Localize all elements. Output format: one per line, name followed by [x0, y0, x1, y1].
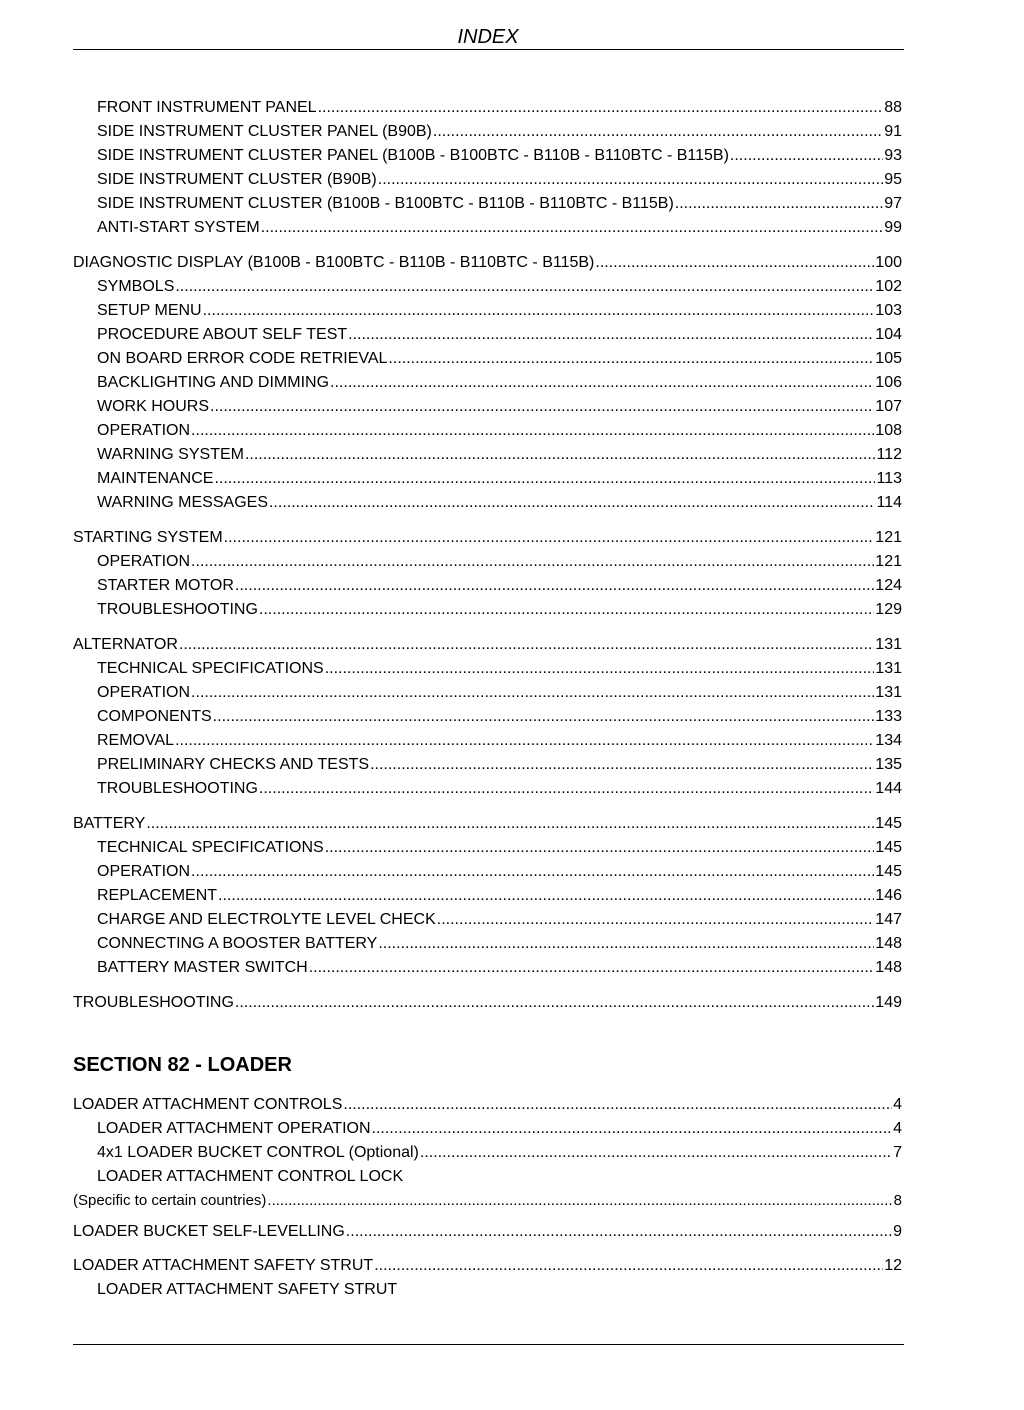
dot-leader [191, 860, 874, 884]
dot-leader [348, 323, 874, 347]
toc-group [73, 633, 902, 801]
dot-leader [146, 812, 874, 836]
dot-leader [730, 144, 883, 168]
toc-entry-label: ANTI-START SYSTEM [97, 219, 260, 236]
toc-entry-label: OPERATION [97, 422, 191, 439]
toc-page-number: 147 [875, 911, 902, 928]
toc-entry[interactable] [73, 753, 902, 777]
section82-group-strut [73, 1254, 902, 1302]
toc-entry[interactable] [73, 192, 902, 216]
toc-entry-label: SYMBOLS [97, 278, 175, 295]
toc-entry-label: LOADER BUCKET SELF-LEVELLING [73, 1223, 345, 1240]
toc-entry-label: DIAGNOSTIC DISPLAY (B100B - B100BTC - B110B - B110BTC - B115B) [73, 254, 595, 271]
footer-divider [73, 1344, 904, 1345]
toc-entry[interactable] [73, 574, 902, 598]
toc-page-number: 113 [876, 470, 902, 487]
dot-leader [261, 216, 884, 240]
toc-page-number: 145 [875, 863, 902, 880]
toc-entry[interactable] [73, 956, 902, 980]
toc-entry[interactable] [73, 1117, 902, 1141]
toc-entry[interactable] [73, 144, 902, 168]
toc-entry[interactable] [73, 812, 902, 836]
toc-entry-label: OPERATION [97, 553, 191, 570]
toc-page-number: 121 [875, 529, 902, 546]
toc-page-number: 121 [875, 553, 902, 570]
dot-leader [437, 908, 875, 932]
dot-leader [309, 956, 875, 980]
toc-entry-label: SIDE INSTRUMENT CLUSTER (B90B) [97, 171, 377, 188]
toc-entry[interactable] [73, 729, 902, 753]
dot-leader [210, 395, 874, 419]
toc-page-number: 149 [875, 994, 902, 1011]
toc-page-number: 135 [875, 756, 902, 773]
toc-entry[interactable] [73, 657, 902, 681]
toc-entry[interactable] [73, 323, 902, 347]
toc-page-number: 95 [884, 171, 902, 188]
toc-entry[interactable] [73, 1141, 902, 1165]
toc-entry[interactable] [73, 836, 902, 860]
toc-entry-label: MAINTENANCE [97, 470, 214, 487]
dot-leader [675, 192, 883, 216]
dot-leader [235, 991, 874, 1015]
toc-entry-label: WORK HOURS [97, 398, 209, 415]
toc-entry[interactable] [73, 467, 902, 491]
toc-entry-label: LOADER ATTACHMENT SAFETY STRUT [97, 1281, 398, 1298]
dot-leader [325, 836, 875, 860]
toc-entry-label: STARTER MOTOR [97, 577, 234, 594]
toc-page-number: 131 [875, 636, 902, 653]
toc-entry[interactable] [73, 96, 902, 120]
toc-entry[interactable] [73, 419, 902, 443]
dot-leader [259, 777, 874, 801]
toc-page-number: 146 [875, 887, 902, 904]
toc-group [73, 991, 902, 1015]
toc-entry-label: LOADER ATTACHMENT OPERATION [97, 1120, 371, 1137]
toc-entry[interactable] [73, 705, 902, 729]
toc-entry[interactable] [73, 681, 902, 705]
toc-entry-label: TROUBLESHOOTING [97, 780, 258, 797]
toc-page-number: 102 [875, 278, 902, 295]
toc-entry[interactable] [73, 251, 902, 275]
toc-entry-continuation[interactable] [73, 1189, 902, 1213]
dot-leader [318, 96, 884, 120]
toc-entry-label: SIDE INSTRUMENT CLUSTER (B100B - B100BTC - B110B - B110BTC - B115B) [97, 195, 674, 212]
dot-leader [245, 443, 876, 467]
toc-entry[interactable] [73, 168, 902, 192]
toc-page-number: 108 [875, 422, 902, 439]
dot-leader [267, 1189, 892, 1213]
toc-entry-label: FRONT INSTRUMENT PANEL [97, 99, 317, 116]
toc-entry-label: TECHNICAL SPECIFICATIONS [97, 839, 324, 856]
toc-page-number: 7 [893, 1144, 902, 1161]
toc-entry[interactable] [73, 777, 902, 801]
dot-leader [235, 574, 874, 598]
dot-leader [325, 657, 875, 681]
toc-entry[interactable] [73, 347, 902, 371]
toc-entry-label: PROCEDURE ABOUT SELF TEST [97, 326, 348, 343]
toc-entry[interactable] [73, 371, 902, 395]
toc-page-number: 88 [884, 99, 902, 116]
toc-entry[interactable] [73, 1093, 902, 1117]
toc-page-number: 145 [875, 815, 902, 832]
header-divider [73, 49, 904, 50]
section82-group-controls [73, 1093, 902, 1213]
dot-leader [259, 598, 874, 622]
dot-leader [433, 120, 883, 144]
toc-entry-label: TROUBLESHOOTING [73, 994, 234, 1011]
toc-entry[interactable] [73, 120, 902, 144]
toc-page-number: 129 [875, 601, 902, 618]
toc-entry[interactable] [73, 860, 902, 884]
toc-page-number: 4 [893, 1120, 902, 1137]
toc-entry-label: LOADER ATTACHMENT SAFETY STRUT [73, 1257, 374, 1274]
toc-entry-label: LOADER ATTACHMENT CONTROL LOCK [97, 1168, 404, 1185]
page-title: INDEX [457, 26, 519, 48]
toc-entry-label: LOADER ATTACHMENT CONTROLS [73, 1096, 343, 1113]
toc-entry-label: STARTING SYSTEM [73, 529, 223, 546]
toc-entry[interactable] [73, 299, 902, 323]
toc-entry-label: REMOVAL [97, 732, 175, 749]
toc-page-number: 100 [875, 254, 902, 271]
dot-leader [374, 1254, 883, 1278]
section-heading: SECTION 82 - LOADER [73, 1054, 292, 1076]
toc-group [73, 251, 902, 515]
toc-entry[interactable] [73, 991, 902, 1015]
dot-leader [370, 753, 874, 777]
toc-entry-label: BATTERY MASTER SWITCH [97, 959, 308, 976]
toc-entry[interactable] [73, 932, 902, 956]
dot-leader [269, 491, 876, 515]
toc-page-number: 148 [875, 959, 902, 976]
toc-group [73, 812, 902, 980]
dot-leader [420, 1141, 892, 1165]
toc-page-number: 104 [875, 326, 902, 343]
toc-entry-label: BATTERY [73, 815, 146, 832]
toc-entry-label: OPERATION [97, 684, 191, 701]
toc-entry-label: CONNECTING A BOOSTER BATTERY [97, 935, 378, 952]
dot-leader [191, 419, 874, 443]
toc-page-number: 91 [884, 123, 902, 140]
toc-entry[interactable] [73, 550, 902, 574]
toc-page-number: 93 [884, 147, 902, 164]
toc-entry-label: ALTERNATOR [73, 636, 178, 653]
toc-entry-label: (Specific to certain countries) [73, 1192, 267, 1209]
dot-leader [191, 681, 874, 705]
dot-leader [213, 705, 875, 729]
toc-entry-label: 4x1 LOADER BUCKET CONTROL (Optional) [97, 1144, 419, 1161]
dot-leader [378, 932, 874, 956]
toc-entry[interactable] [73, 1165, 902, 1189]
dot-leader [595, 251, 874, 275]
dot-leader [191, 550, 874, 574]
dot-leader [218, 884, 874, 908]
toc-page-number: 106 [875, 374, 902, 391]
dot-leader [175, 275, 874, 299]
toc-group [73, 96, 902, 240]
dot-leader [179, 633, 874, 657]
dot-leader [175, 729, 874, 753]
toc-page-number: 134 [875, 732, 902, 749]
toc-entry-label: OPERATION [97, 863, 191, 880]
toc-entry[interactable] [73, 526, 902, 550]
toc-entry[interactable] [73, 884, 902, 908]
dot-leader [330, 371, 874, 395]
toc-entry[interactable] [73, 1254, 902, 1278]
toc-entry-label: SIDE INSTRUMENT CLUSTER PANEL (B100B - B100BTC - B110B - B110BTC - B115B) [97, 147, 729, 164]
toc-entry-label: REPLACEMENT [97, 887, 218, 904]
toc-page-number: 97 [884, 195, 902, 212]
toc-entry[interactable] [73, 395, 902, 419]
toc-entry-label: WARNING SYSTEM [97, 446, 244, 463]
toc-entry-label: SETUP MENU [97, 302, 202, 319]
toc-page-number: 8 [893, 1192, 902, 1209]
toc-page-number: 144 [875, 780, 902, 797]
toc-entry[interactable] [73, 275, 902, 299]
toc-entry-label: WARNING MESSAGES [97, 494, 268, 511]
toc-entry[interactable] [73, 598, 902, 622]
toc-entry-label: TROUBLESHOOTING [97, 601, 258, 618]
toc-entry-label: CHARGE AND ELECTROLYTE LEVEL CHECK [97, 911, 436, 928]
toc-page-number: 107 [875, 398, 902, 415]
toc-page-number: 148 [875, 935, 902, 952]
toc-entry-label: SIDE INSTRUMENT CLUSTER PANEL (B90B) [97, 123, 432, 140]
dot-leader [378, 168, 883, 192]
toc-page-number: 124 [875, 577, 902, 594]
toc-page-number: 112 [876, 446, 902, 463]
toc-entry[interactable] [73, 491, 902, 515]
toc-group [73, 526, 902, 622]
dot-leader [203, 299, 875, 323]
toc-page-number: 99 [884, 219, 902, 236]
dot-leader [224, 526, 875, 550]
toc-page-number: 133 [875, 708, 902, 725]
toc-entry-label: PRELIMINARY CHECKS AND TESTS [97, 756, 370, 773]
dot-leader [372, 1117, 893, 1141]
toc-page-number: 4 [893, 1096, 902, 1113]
toc-page-number: 114 [876, 494, 902, 511]
toc-entry-label: ON BOARD ERROR CODE RETRIEVAL [97, 350, 388, 367]
toc-page-number: 12 [884, 1257, 902, 1274]
dot-leader [343, 1093, 892, 1117]
toc-page-number: 103 [875, 302, 902, 319]
toc-page-number: 9 [893, 1223, 902, 1240]
toc-entry[interactable] [73, 1278, 902, 1302]
dot-leader [388, 347, 874, 371]
toc-page-number: 131 [875, 660, 902, 677]
section82-group-levelling [73, 1220, 902, 1244]
toc-entry[interactable] [73, 1220, 902, 1244]
toc-entry[interactable] [73, 633, 902, 657]
toc-page-number: 131 [875, 684, 902, 701]
toc-entry[interactable] [73, 908, 902, 932]
dot-leader [346, 1220, 892, 1244]
toc-entry[interactable] [73, 443, 902, 467]
toc-page-number: 145 [875, 839, 902, 856]
toc-page-number: 105 [875, 350, 902, 367]
toc-entry[interactable] [73, 216, 902, 240]
toc-entry-label: BACKLIGHTING AND DIMMING [97, 374, 330, 391]
toc-entry-label: TECHNICAL SPECIFICATIONS [97, 660, 324, 677]
dot-leader [214, 467, 875, 491]
toc-entry-label: COMPONENTS [97, 708, 212, 725]
